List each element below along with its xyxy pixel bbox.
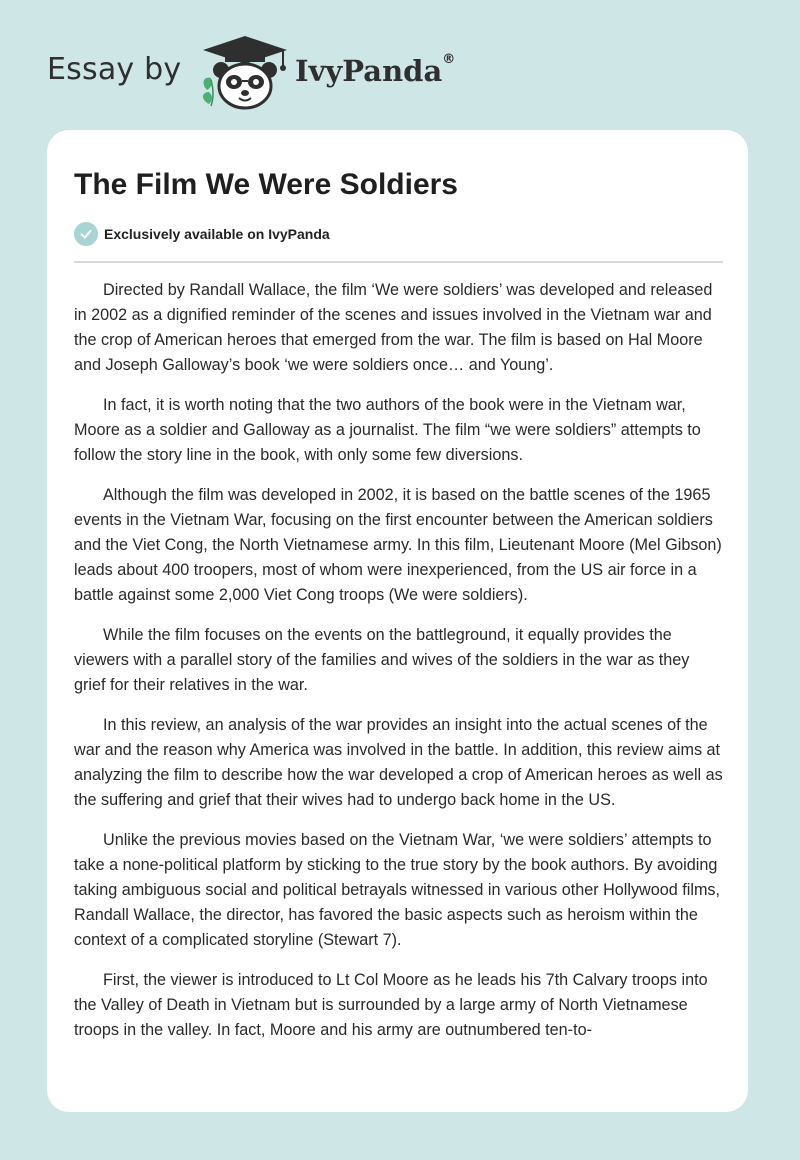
title-divider [74, 261, 723, 263]
page-title: The Film We Were Soldiers [74, 168, 458, 201]
essay-paragraph: In fact, it is worth noting that the two authors of the book were in the Vietnam war, Moore as a soldier and Galloway as a journalist. The film “we were soldiers” attempts to follow the story line in the book, with only some few diversions. [74, 396, 701, 464]
ivypanda-logo-icon[interactable] [199, 34, 291, 110]
site-header [47, 34, 547, 114]
brand-label: IvyPanda [295, 54, 443, 88]
essay-paragraph: Unlike the previous movies based on the Vietnam War, ‘we were soldiers’ attempts to take a none-political platform by sticking to the true story by the book authors. By avoiding taking ambiguous social and political betrayals witnessed in various other Hollywood films, Randall Wallace, the director, has favored the basic aspects such as heroism within the context of a complicated storyline (Stewart 7). [74, 831, 721, 949]
brand-name [295, 54, 455, 88]
exclusive-badge-label: Exclusively available on IvyPanda [104, 226, 330, 242]
essay-paragraph: Although the film was developed in 2002, it is based on the battle scenes of the 1965 events in the Vietnam War, focusing on the first encounter between the American soldiers and the Viet Cong, the North Vietnamese army. In this film, Lieutenant Moore (Mel Gibson) leads about 400 troopers, most of whom were inexperienced, from the US air force in a battle against some 2,000 Viet Cong troops (We were soldiers). [74, 486, 722, 604]
essay-paragraph: First, the viewer is introduced to Lt Col Moore as he leads his 7th Calvary troops into the Valley of Death in Vietnam but is surrounded by a large army of North Vietnamese troops in the valley. In fact, Moore and his army are outnumbered ten-to- [74, 971, 708, 1039]
essay-paragraph: Directed by Randall Wallace, the film ‘We were soldiers’ was developed and released in 2002 as a dignified reminder of the scenes and issues involved in the Vietnam war and the crop of American heroes that emerged from the war. The film is based on Hal Moore and Joseph Galloway’s book ‘we were soldiers once… and Young’. [74, 281, 713, 374]
essay-card [47, 130, 748, 1112]
check-icon [74, 222, 98, 246]
essay-paragraph: In this review, an analysis of the war provides an insight into the actual scenes of the war and the reason why America was involved in the battle. In addition, this review aims at analyzing the film to describe how the war developed a crop of American heroes as well as the suffering and grief that their wives had to undergo back home in the US. [74, 716, 723, 809]
essay-paragraph: While the film focuses on the events on the battleground, it equally provides the viewers with a parallel story of the families and wives of the soldiers in the war as they grief for their relatives in the war. [74, 626, 690, 694]
exclusive-badge [74, 222, 330, 246]
registered-mark: ® [442, 52, 456, 67]
essay-body [74, 278, 725, 1058]
essay-by-label: Essay by [47, 52, 182, 87]
